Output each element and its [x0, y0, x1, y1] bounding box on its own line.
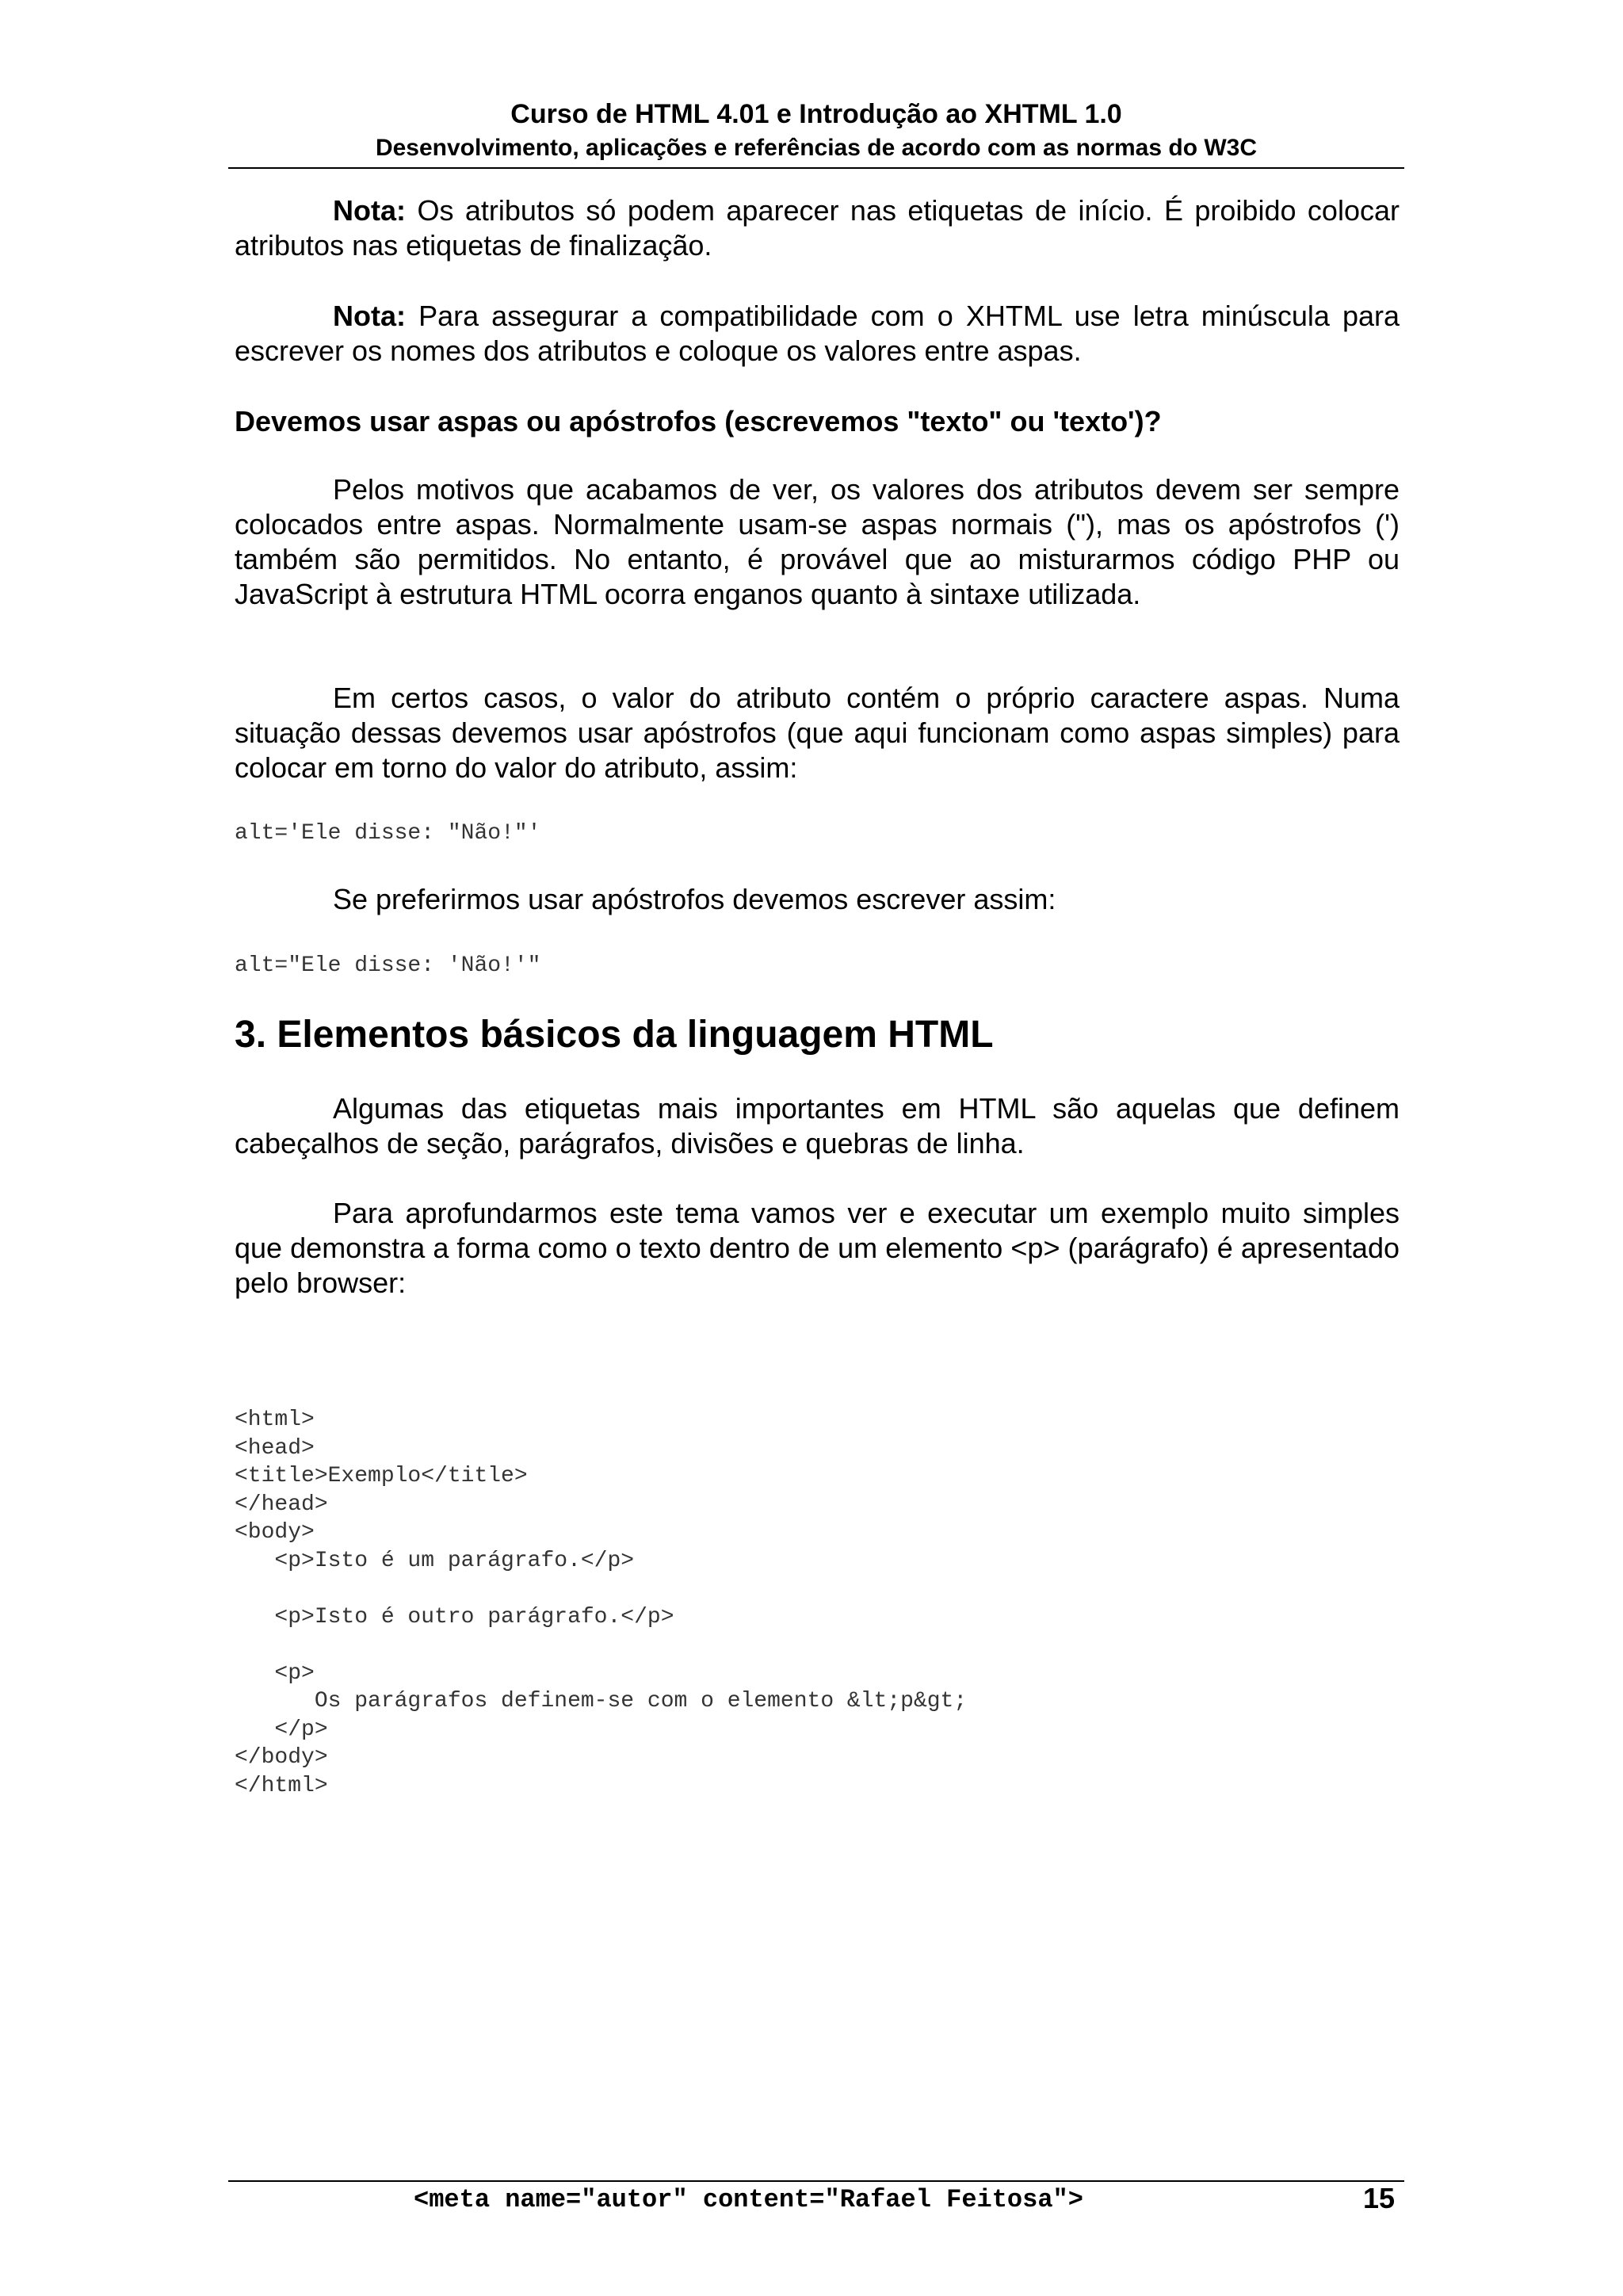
note-paragraph-1 — [235, 193, 1400, 263]
section-paragraph-1: Algumas das etiquetas mais importantes em HTML são aquelas que definem cabeçalhos de seção, parágrafos, divisões e quebras de linha. — [235, 1092, 1400, 1159]
code-line: Os parágrafos definem-se com o elemento &lt;p&gt; — [235, 1689, 968, 1713]
footer-rule — [228, 2180, 1404, 2182]
code-snippet-double-quotes: alt="Ele disse: 'Não!'" — [235, 953, 541, 978]
note-label: Nota: — [333, 194, 406, 227]
header-rule — [228, 167, 1404, 169]
code-line: </p> — [235, 1717, 328, 1742]
question-heading: Devemos usar aspas ou apóstrofos (escrevemos "texto" ou 'texto')? — [235, 405, 1162, 437]
footer-meta-tag: <meta name="autor" content="Rafael Feitosa"> — [414, 2185, 1083, 2214]
paragraph-apostrophes: Se preferirmos usar apóstrofos devemos escrever assim: — [333, 883, 1056, 915]
paragraph-quotes-reason: Pelos motivos que acabamos de ver, os valores dos atributos devem ser sempre colocados entre aspas. Normalmente usam-se aspas normais ("), mas os apóstrofos (') também são permitidos. No entanto, é provável que ao misturarmos código PHP ou JavaScript à estrutura HTML ocorra enganos quanto à sintaxe utilizada. — [235, 473, 1400, 610]
section-heading: 3. Elementos básicos da linguagem HTML — [235, 1014, 994, 1056]
code-line: <head> — [235, 1435, 315, 1461]
code-line: <p> — [235, 1660, 315, 1686]
code-line: </html> — [235, 1773, 328, 1798]
html-code-example — [235, 1406, 967, 1800]
header-title: Curso de HTML 4.01 e Introdução ao XHTML 1.0 — [510, 99, 1122, 129]
page-number: 15 — [1363, 2182, 1396, 2214]
code-line: <body> — [235, 1520, 315, 1545]
code-line: <p>Isto é outro parágrafo.</p> — [235, 1604, 674, 1629]
note-paragraph-2 — [235, 299, 1400, 369]
paragraph-quotes-inside: Em certos casos, o valor do atributo contém o próprio caractere aspas. Numa situação dessas devemos usar apóstrofos (que aqui funcionam como aspas simples) para colocar em torno do valor do atributo, assim: — [235, 682, 1400, 784]
code-line — [235, 1575, 967, 1603]
header-subtitle: Desenvolvimento, aplicações e referências de acordo com as normas do W3C — [375, 135, 1258, 161]
code-line: <html> — [235, 1408, 315, 1432]
note-text: Os atributos só podem aparecer nas etiquetas de início. É proibido colocar atributos nas etiquetas de finalização. — [235, 194, 1400, 262]
code-snippet-single-quotes: alt='Ele disse: "Não!"' — [235, 821, 541, 846]
code-line: </head> — [235, 1492, 328, 1517]
code-line: </body> — [235, 1745, 328, 1770]
note-text: Para assegurar a compatibilidade com o XHTML use letra minúscula para escrever os nomes dos atributos e coloque os valores entre aspas. — [235, 300, 1400, 367]
code-line — [235, 1631, 967, 1660]
section-paragraph-2: Para aprofundarmos este tema vamos ver e executar um exemplo muito simples que demonstra a forma como o texto dentro de um elemento <p> (parágrafo) é apresentado pelo browser: — [235, 1197, 1400, 1299]
code-line: <p>Isto é um parágrafo.</p> — [235, 1548, 635, 1573]
code-line: <title>Exemplo</title> — [235, 1464, 528, 1488]
note-label: Nota: — [333, 300, 406, 332]
